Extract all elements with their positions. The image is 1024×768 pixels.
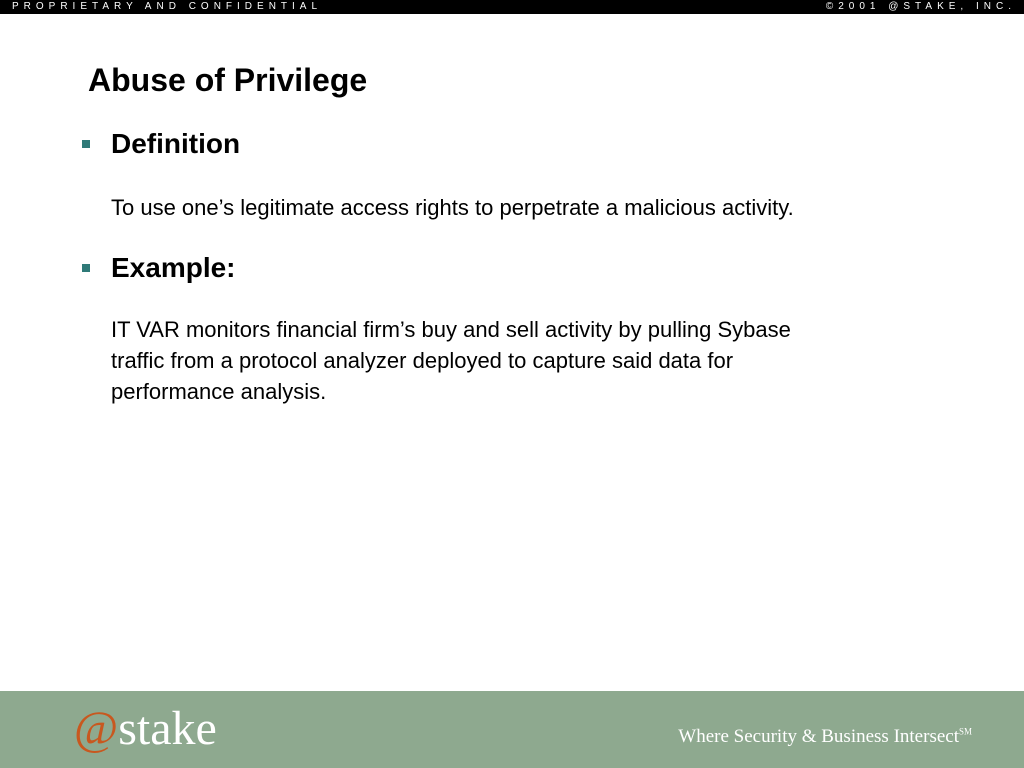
bullet-heading-definition: Definition (111, 128, 241, 159)
slide-title: Abuse of Privilege (88, 62, 368, 98)
example-text (111, 314, 931, 407)
tagline (678, 726, 972, 748)
example-text-line: traffic from a protocol analyzer deployed to capture said data for (111, 348, 734, 373)
definition-text: To use one’s legitimate access rights to perpetrate a malicious activity. (111, 195, 794, 220)
footer-band (0, 691, 1024, 768)
bullet-heading-example: Example: (111, 252, 236, 283)
example-text-line: performance analysis. (111, 379, 327, 404)
stake-logo (74, 701, 217, 757)
tagline-text: Where Security & Business Intersect (678, 726, 959, 747)
square-bullet-icon (82, 264, 90, 272)
confidential-label: PROPRIETARY AND CONFIDENTIAL (12, 1, 323, 12)
example-text-line: IT VAR monitors financial firm’s buy and sell activity by pulling Sybase (111, 317, 791, 342)
confidential-banner (0, 0, 1024, 14)
copyright-label: ©2001 @STAKE, INC. (825, 1, 1016, 12)
logo-wordmark: stake (118, 702, 217, 755)
service-mark: SM (958, 726, 972, 737)
square-bullet-icon (82, 140, 90, 148)
logo-at-symbol: @ (74, 702, 119, 755)
